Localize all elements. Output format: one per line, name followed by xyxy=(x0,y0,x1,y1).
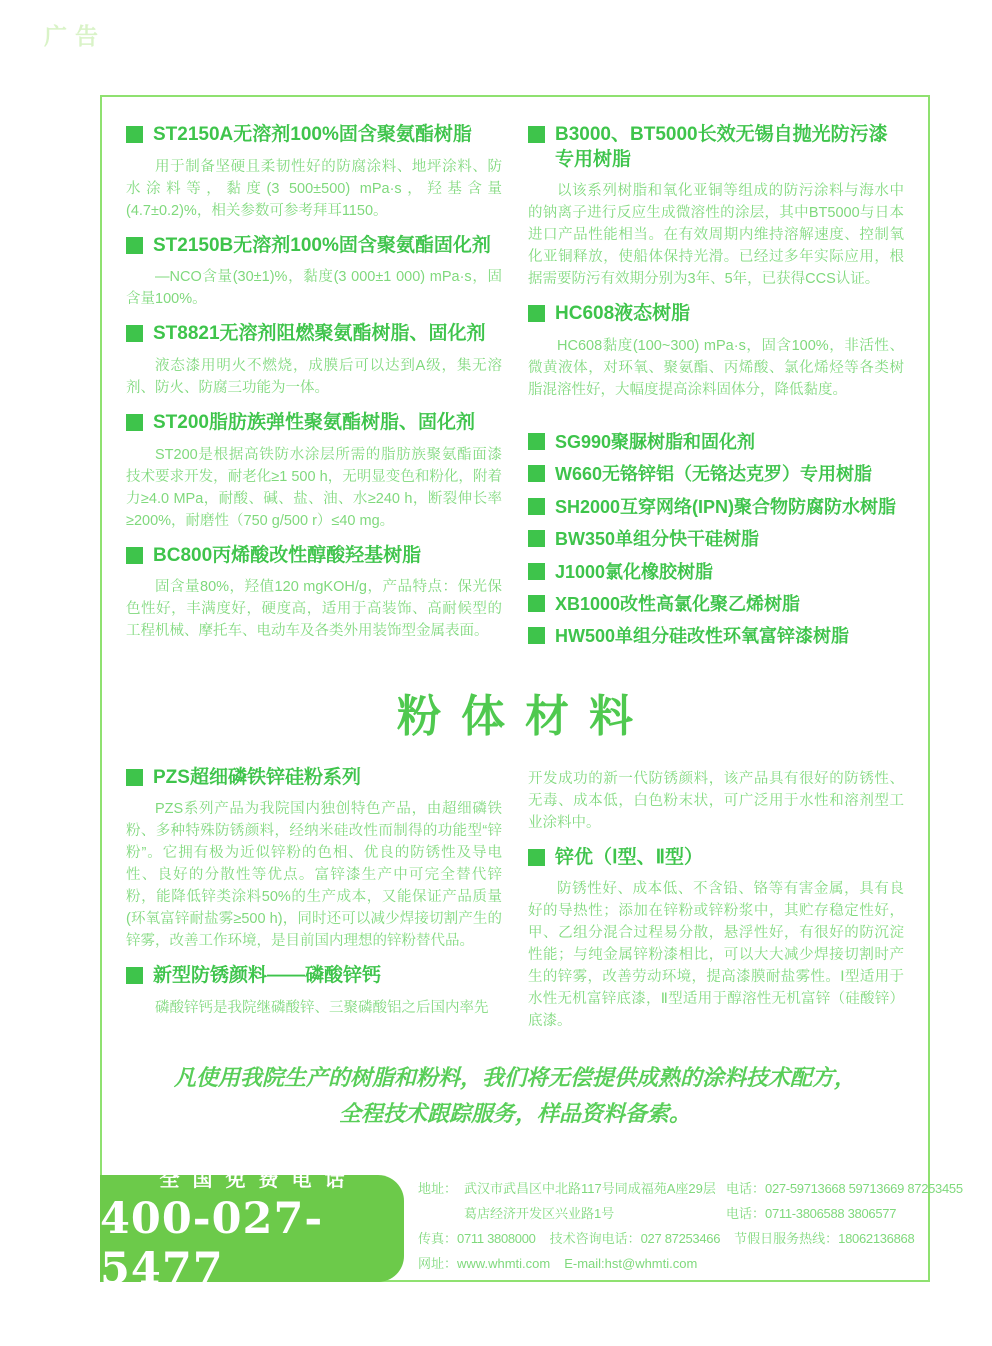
product-list-item xyxy=(528,593,904,616)
contact-address-row-1 xyxy=(418,1176,963,1201)
section-title: 新型防锈颜料——磷酸锌钙 xyxy=(153,965,382,987)
product-list-label: SG990聚脲树脂和固化剂 xyxy=(555,432,756,453)
section-title-row xyxy=(126,544,502,569)
resin-section xyxy=(126,234,502,311)
contact-fax-row xyxy=(418,1226,928,1251)
section-title-line2: 专用树脂 xyxy=(555,148,632,170)
section-title xyxy=(555,123,904,172)
hotline-number: 400-027-5477 xyxy=(100,1194,324,1294)
bullet-square-icon xyxy=(126,547,143,564)
resin-columns xyxy=(126,111,904,658)
section-body: 以该系列树脂和氧化亚铜等组成的防污涂料与海水中的钠离子进行反应生成微溶性的涂层，其中BT5000与日本进口产品性能相当。在有效周期内维持溶解速度、控制氧化亚铜释放，使船体保持光滑。已经过多年实际应用，根据需要防污有效期分别为3年、5年，已获得CCS认证。 xyxy=(528,183,904,288)
product-list-item xyxy=(528,496,904,519)
bullet-square-icon xyxy=(126,769,143,786)
section-title-row xyxy=(126,123,502,148)
section-body: HC608黏度(100~300) mPa·s，固含100%，非活性、微黄液体，对环氧、聚氨酯、丙烯酸、氯化烯烃等各类树脂混溶性好，大幅度提高涂料固体分，降低黏度。 xyxy=(528,338,904,399)
address-label: 地址： xyxy=(418,1181,458,1196)
fax-label: 传真： xyxy=(418,1231,458,1246)
product-list-item xyxy=(528,625,904,648)
page-frame xyxy=(100,95,963,1294)
bullet-square-icon xyxy=(528,465,545,482)
page-content xyxy=(102,97,928,1132)
powder-columns xyxy=(126,754,904,1039)
bullet-square-icon xyxy=(528,126,545,143)
slogan-line-2: 全程技术跟踪服务，样品资料备索。 xyxy=(338,1101,691,1128)
resin-section xyxy=(126,322,502,399)
section-body: ST200是根据高铁防水涂层所需的脂肪族聚氨酯面漆技术要求开发，耐老化≥1 500 h，无明显变色和粉化，附着力≥4.0 MPa，耐酸、碱、盐、油、水≥240 h，断裂伸长率≥200%，耐磨性（750 g/500 r）≤40 mg。 xyxy=(126,446,502,529)
contact-web-row xyxy=(418,1251,928,1276)
bullet-square-icon xyxy=(528,627,545,644)
hotline-label: 全国免费电话 xyxy=(159,1169,358,1191)
slogan-line-1: 凡使用我院生产的树脂和粉料，我们将无偿提供成熟的涂料技术配方， xyxy=(173,1065,856,1092)
section-body: 用于制备坚硬且柔韧性好的防腐涂料、地坪涂料、防水涂料等，黏度(3 500±500) mPa·s，羟基含量(4.7±0.2)%，相关参数可参考拜耳1150。 xyxy=(126,158,502,219)
contact-address-row-2 xyxy=(418,1201,928,1226)
resin-section xyxy=(126,123,502,222)
address-2: 葛店经济开发区兴业路1号 xyxy=(464,1206,615,1221)
section-title: ST8821无溶剂阻燃聚氨酯树脂、固化剂 xyxy=(153,323,486,345)
product-list-label: XB1000改性高氯化聚乙烯树脂 xyxy=(555,594,801,615)
phone-2-label: 电话： xyxy=(726,1206,766,1221)
hotline-box xyxy=(100,1169,404,1294)
powder-section xyxy=(126,766,502,953)
powder-materials-title: 粉体材料 xyxy=(397,691,653,741)
bullet-square-icon xyxy=(126,325,143,342)
section-title-row xyxy=(126,411,502,436)
product-list-item xyxy=(528,528,904,551)
bullet-square-icon xyxy=(126,414,143,431)
resin-section xyxy=(528,302,904,401)
phone-2: 0711-3806588 3806577 xyxy=(765,1206,897,1221)
holiday-hotline-label: 节假日服务热线： xyxy=(734,1231,839,1246)
section-title-row xyxy=(528,302,904,327)
section-title-row xyxy=(126,766,502,791)
product-list-label: HW500单组分硅改性环氧富锌漆树脂 xyxy=(555,626,850,647)
section-body: —NCO含量(30±1)%，黏度(3 000±1 000) mPa·s，固含量100%。 xyxy=(126,269,502,308)
section-title-row xyxy=(126,322,502,347)
product-list-item xyxy=(528,561,904,584)
section-body: 防锈性好、成本低、不含铅、铬等有害金属，具有良好的导热性；添加在锌粉或锌粉浆中，其贮存稳定性好，甲、乙组分混合过程易分散，悬浮性好，有很好的防沉淀性能；与纯金属锌粉漆相比，可以大大减少焊接切割时产生的锌雾，改善劳动环境，提高漆膜耐盐雾性。Ⅰ型适用于水性无机富锌底漆，Ⅱ型适用于醇溶性无机富锌（硅酸锌）底漆。 xyxy=(528,881,904,1030)
bullet-square-icon xyxy=(528,595,545,612)
section-title: BC800丙烯酸改性醇酸羟基树脂 xyxy=(153,544,422,566)
product-list-label: SH2000互穿网络(IPN)聚合物防腐防水树脂 xyxy=(555,496,897,517)
address-1: 武汉市武昌区中北路117号同成福苑A座29层 xyxy=(464,1181,716,1196)
product-list-label: BW350单组分快干硅树脂 xyxy=(555,529,760,550)
holiday-hotline: 18062136868 xyxy=(838,1231,915,1246)
tech-phone: 027 87253466 xyxy=(640,1231,721,1246)
bullet-square-icon xyxy=(528,498,545,515)
resin-column-left xyxy=(126,111,502,658)
section-body: 液态漆用明火不燃烧，成膜后可以达到A级，集无溶剂、防火、防腐三功能为一体。 xyxy=(126,358,502,397)
phone-1: 027-59713668 59713669 87253455 xyxy=(765,1181,963,1196)
ad-corner-label: 广告 xyxy=(44,23,106,49)
slogan xyxy=(126,1060,904,1132)
powder-section xyxy=(528,846,904,1033)
section-title-row xyxy=(528,846,904,871)
bullet-square-icon xyxy=(528,563,545,580)
contact-info xyxy=(418,1176,963,1276)
powder-column-right xyxy=(528,754,904,1039)
phone-1-label: 电话： xyxy=(726,1181,766,1196)
website-label: 网址： xyxy=(418,1256,458,1271)
bullet-square-icon xyxy=(528,530,545,547)
section-title: HC608液态树脂 xyxy=(555,303,691,325)
section-body: PZS系列产品为我院国内独创特色产品，由超细磷铁粉、多种特殊防锈颜料，经纳米硅改性而制得的功能型“锌粉”。它拥有极为近似锌粉的色相、优良的防锈性及导电性、良好的分散性等优点。富锌漆生产中可完全替代锌粉，能降低锌类涂料50%的生产成本，又能保证产品质量(环氧富锌耐盐雾≥500 h)，同时还可以减少焊接切割产生的锌雾，改善工作环境，是目前国内理想的锌粉替代品。 xyxy=(126,801,502,950)
product-list-item xyxy=(528,431,904,454)
resin-section xyxy=(528,123,904,290)
section-title: ST2150A无溶剂100%固含聚氨酯树脂 xyxy=(153,124,472,145)
tech-phone-label: 技术咨询电话： xyxy=(549,1231,641,1246)
bullet-square-icon xyxy=(126,967,143,984)
section-body: 固含量80%，羟值120 mgKOH/g，产品特点：保光保色性好，丰满度好，硬度高，适用于高装饰、高耐候型的工程机械、摩托车、电动车及各类外用装饰型金属表面。 xyxy=(126,579,502,640)
bullet-square-icon xyxy=(528,433,545,450)
bullet-square-icon xyxy=(126,237,143,254)
section-title: ST2150B无溶剂100%固含聚氨酯固化剂 xyxy=(153,234,491,256)
section-title: ST200脂肪族弹性聚氨酯树脂、固化剂 xyxy=(153,412,475,434)
bullet-square-icon xyxy=(126,126,143,143)
fax-number: 0711 3808000 xyxy=(457,1231,536,1246)
section-title-line1: B3000、BT5000长效无锡自抛光防污漆 xyxy=(555,124,888,145)
section-title: PZS超细磷铁锌硅粉系列 xyxy=(153,766,361,788)
website-url: www.whmti.com xyxy=(457,1256,551,1271)
section-title-row xyxy=(528,123,904,172)
powder-section xyxy=(126,964,502,1019)
continuation-paragraph: 开发成功的新一代防锈颜料，该产品具有很好的防锈性、无毒、成本低，白色粉末状，可广泛用于水性和溶剂型工业涂料中。 xyxy=(528,770,904,831)
resin-column-right xyxy=(528,111,904,658)
section-title: 锌优（Ⅰ型、Ⅱ型） xyxy=(555,846,703,868)
product-list-label: W660无铬锌铝（无铬达克罗）专用树脂 xyxy=(555,464,873,485)
bullet-square-icon xyxy=(528,849,545,866)
product-list xyxy=(528,431,904,649)
product-list-label: J1000氯化橡胶树脂 xyxy=(555,561,714,582)
powder-column-left xyxy=(126,754,502,1039)
resin-section xyxy=(126,544,502,643)
email-address: E-mail:hst@whmti.com xyxy=(564,1256,698,1271)
product-list-item xyxy=(528,463,904,486)
section-title-row xyxy=(126,964,502,989)
bullet-square-icon xyxy=(528,305,545,322)
section-body: 磷酸锌钙是我院继磷酸锌、三聚磷酸铝之后国内率先 xyxy=(155,1000,489,1017)
resin-section xyxy=(126,411,502,532)
section-title-row xyxy=(126,234,502,259)
